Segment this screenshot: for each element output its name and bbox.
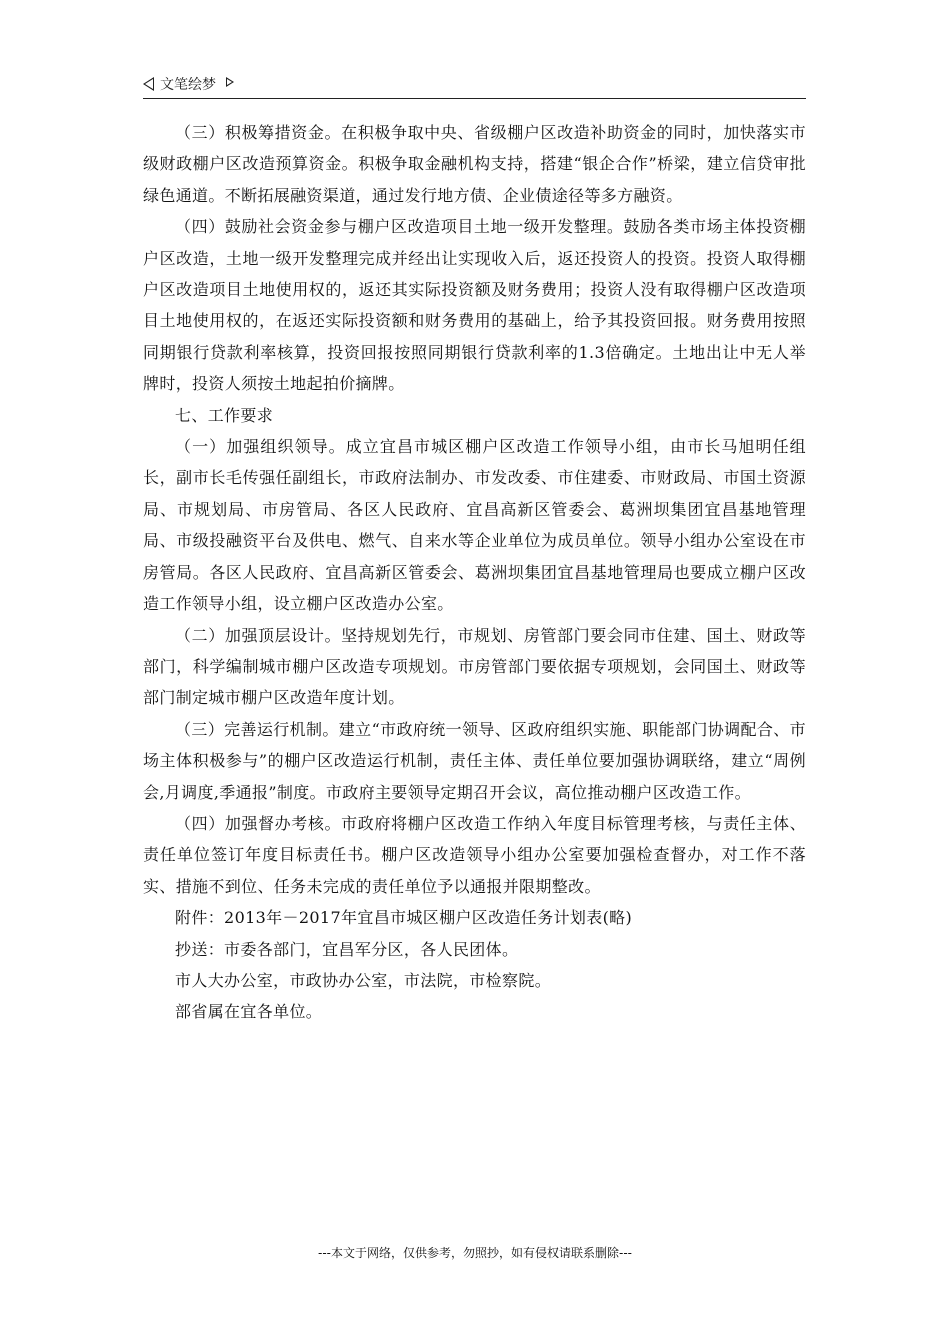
paragraph-top-design: （二）加强顶层设计。坚持规划先行，市规划、房管部门要会同市住建、国土、财政等部门，科学编制城市棚户区改造专项规划。市房管部门要依据专项规划，会同国土、财政等部门制定城市棚户区改造年度计划。: [143, 625, 806, 708]
footer-disclaimer: ---本文于网络，仅供参考，勿照抄，如有侵权请联系删除---: [318, 1246, 632, 1260]
cc-line-3: 部省属在宜各单位。: [175, 1002, 323, 1022]
paragraph-supervision: （四）加强督办考核。市政府将棚户区改造工作纳入年度目标管理考核，与责任主体、责任单位签订年度目标责任书。棚户区改造领导小组办公室要加强检查督办，对工作不落实、措施不到位、任务未完成的责任单位予以通报并限期整改。: [143, 813, 806, 896]
cc-line: 抄送：市委各部门，宜昌军分区，各人民团体。: [175, 939, 519, 959]
triangle-left-icon: [143, 77, 154, 91]
paragraph-mechanism: （三）完善运行机制。建立“市政府统一领导、区政府组织实施、职能部门协调配合、市场主体积极参与”的棚户区改造运行机制，责任主体、责任单位要加强协调联络，建立“周例会,月调度,季通报”制度。市政府主要领导定期召开会议，高位推动棚户区改造工作。: [143, 719, 806, 802]
page-header: [143, 74, 806, 99]
paragraph-social-capital: （四）鼓励社会资金参与棚户区改造项目土地一级开发整理。鼓励各类市场主体投资棚户区改造，土地一级开发整理完成并经出让实现收入后，返还投资人的投资。投资人取得棚户区改造项目土地使用权的，返还其实际投资额及财务费用；投资人没有取得棚户区改造项目土地使用权的，在返还实际投资额和财务费用的基础上，给予其投资回报。财务费用按照同期银行贷款利率核算，投资回报按照同期银行贷款利率的1.3倍确定。土地出让中无人举牌时，投资人须按土地起拍价摘牌。: [143, 217, 806, 394]
document-body: [143, 117, 806, 1028]
attachment-line: 附件：2013年－2017年宜昌市城区棚户区改造任务计划表(略): [175, 908, 633, 928]
section-heading-work-requirements: 七、工作要求: [175, 405, 274, 425]
cc-line-2: 市人大办公室，市政协办公室，市法院，市检察院。: [175, 970, 552, 990]
header-brand: [143, 74, 234, 94]
paragraph-organization: （一）加强组织领导。成立宜昌市城区棚户区改造工作领导小组，由市长马旭明任组长，副市长毛传强任副组长，市政府法制办、市发改委、市住建委、市财政局、市国土资源局、市规划局、市房管局、各区人民政府、宜昌高新区管委会、葛洲坝集团宜昌基地管理局、市级投融资平台及供电、燃气、自来水等企业单位为成员单位。领导小组办公室设在市房管局。各区人民政府、宜昌高新区管委会、葛洲坝集团宜昌基地管理局也要成立棚户区改造工作领导小组，设立棚户区改造办公室。: [143, 437, 806, 614]
header-title: 文笔绘梦: [160, 77, 216, 93]
triangle-right-icon: [226, 77, 234, 87]
paragraph-funding: （三）积极筹措资金。在积极争取中央、省级棚户区改造补助资金的同时，加快落实市级财政棚户区改造预算资金。积极争取金融机构支持，搭建“银企合作”桥梁，建立信贷审批绿色通道。不断拓展融资渠道，通过发行地方债、企业债途径等多方融资。: [143, 123, 806, 205]
